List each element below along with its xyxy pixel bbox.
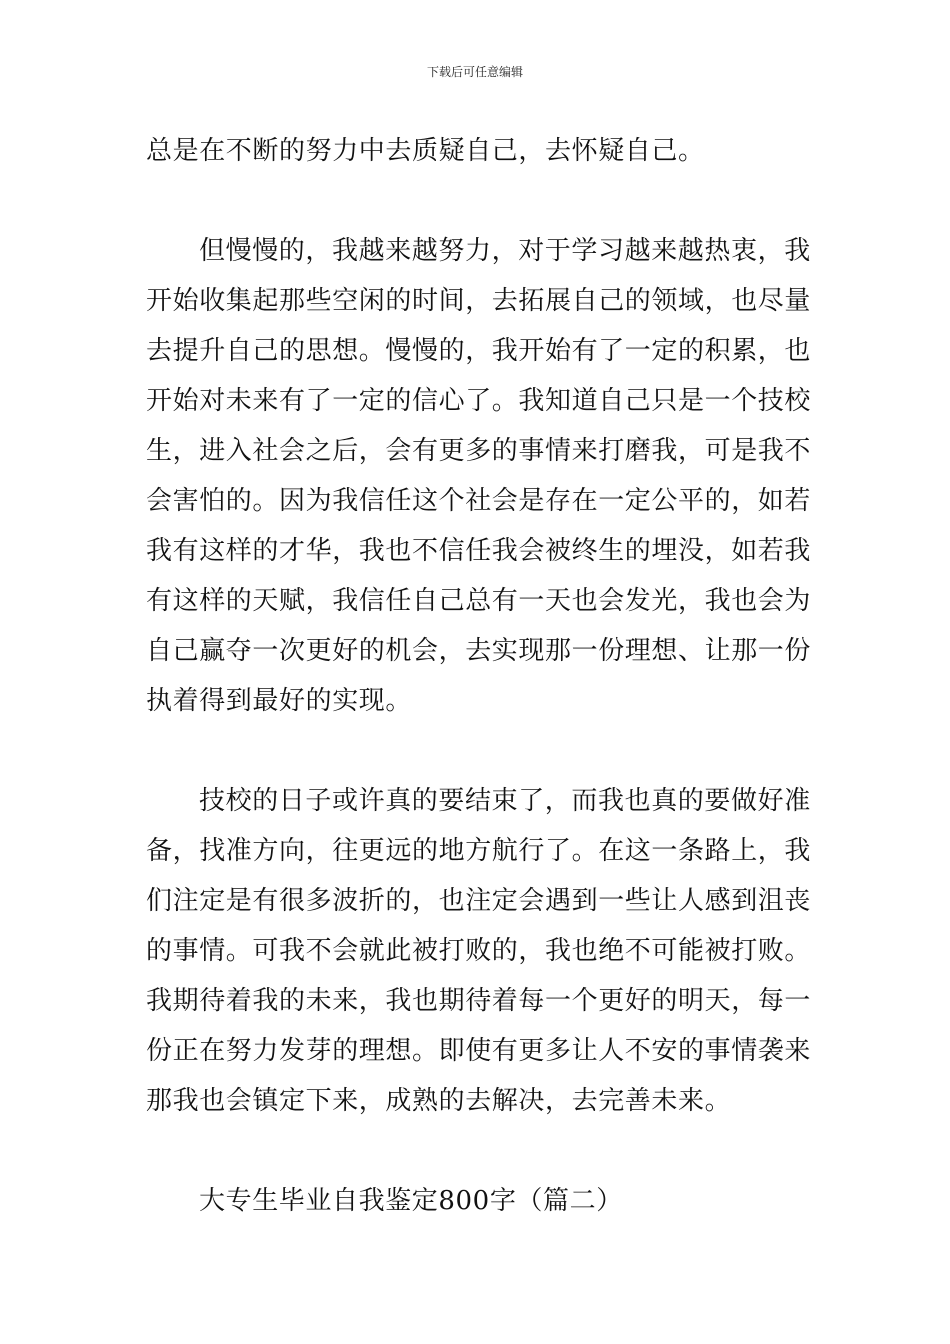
text-line: 们注定是有很多波折的，也注定会遇到一些让人感到沮丧 [146,886,812,916]
paragraph-gap [146,1126,806,1176]
text-line: 份正在努力发芽的理想。即使有更多让人不安的事情袭来 [146,1036,812,1066]
text-line: 我有这样的才华，我也不信任我会被终生的埋没，如若我 [146,536,812,566]
text-line: 生，进入社会之后，会有更多的事情来打磨我，可是我不 [146,436,812,466]
text-line: 我期待着我的未来，我也期待着每一个更好的明天，每一 [146,986,812,1016]
text-line: 会害怕的。因为我信任这个社会是存在一定公平的，如若 [146,486,812,516]
paragraph-gap [146,726,806,776]
paragraph-gap [146,176,806,226]
text-line: 总是在不断的努力中去质疑自己，去怀疑自己。 [146,136,705,166]
paragraph-1 [146,126,806,176]
text-line: 开始收集起那些空闲的时间，去拓展自己的领域，也尽量 [146,286,812,316]
text-line: 但慢慢的，我越来越努力，对于学习越来越热衷，我 [199,236,811,266]
text-line: 去提升自己的思想。慢慢的，我开始有了一定的积累，也 [146,336,812,366]
text-line: 自己赢夺一次更好的机会，去实现那一份理想、让那一份 [146,636,812,666]
text-line: 备，找准方向，往更远的地方航行了。在这一条路上，我 [146,836,812,866]
section-heading [146,1176,806,1226]
text-line: 有这样的天赋，我信任自己总有一天也会发光，我也会为 [146,586,812,616]
text-line: 开始对未来有了一定的信心了。我知道自己只是一个技校 [146,386,812,416]
text-line: 技校的日子或许真的要结束了，而我也真的要做好准 [199,786,811,816]
text-line: 那我也会镇定下来，成熟的去解决，去完善未来。 [146,1086,732,1116]
text-line: 执着得到最好的实现。 [146,686,413,716]
text-line: 的事情。可我不会就此被打败的，我也绝不可能被打败。 [146,936,812,966]
document-body [146,126,812,1226]
paragraph-3 [146,776,812,1126]
page-header: 下载后可任意编辑 [426,65,523,79]
section-title: 大专生毕业自我鉴定800字（篇二） [199,1186,623,1216]
paragraph-2 [146,226,812,726]
